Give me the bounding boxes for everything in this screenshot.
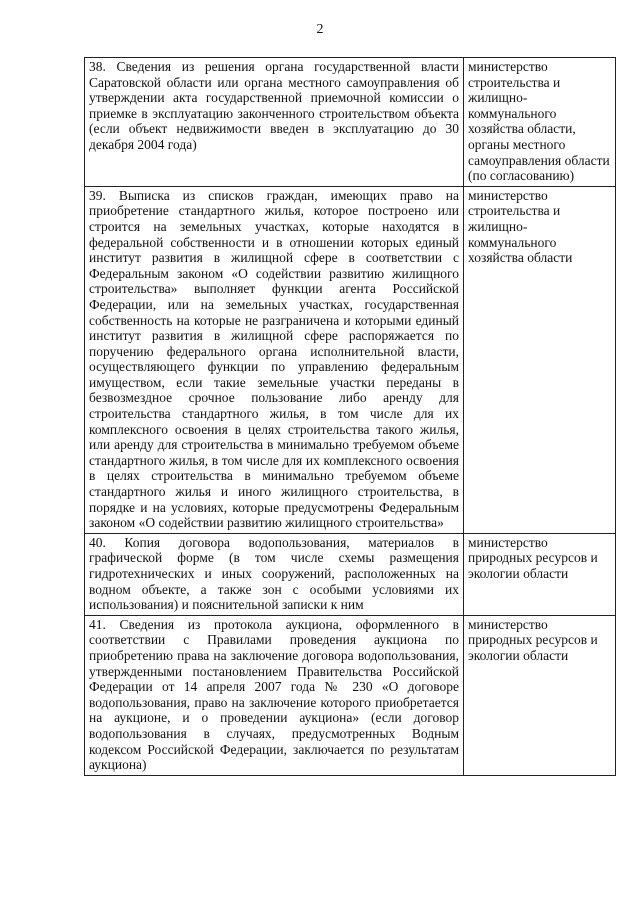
responsible-text: министерство природных ресурсов и экологии области bbox=[468, 616, 598, 663]
responsible-cell bbox=[464, 186, 616, 533]
item-text: 39. Выписка из списков граждан, имеющих право на приобретение стандартного жилья, которое построено или строится на земельных участках, которые находятся в федеральной собственности и в отношении которых единый институт развития в жилищной сфере в соответствии с Федеральным законом «О содействии развитию жилищного строительства» выполняет функции агента Российской Федерации, или на земельных участках, государственная собственность на которые не разграничена и которыми единый институт развития в жилищной сфере распоряжается по поручению федерального органа исполнительной власти, осуществляющего функции по управлению федеральным имуществом, если такие земельные участки переданы в безвозмездное срочное пользование либо аренду для строительства стандартного жилья, в том числе для их комплексного освоения в целях строительства такого жилья, или аренду для строительства в минимально требуемом объеме стандартного жилья, в том числе для их комплексного освоения в целях строительства в минимально требуемом объеме стандартного жилья и иного жилищного строительства, в порядке и на условиях, которые предусмотрены Федеральным законом «О содействии развитию жилищного строительства» bbox=[89, 187, 459, 531]
item-text: 41. Сведения из протокола аукциона, оформленного в соответствии с Правилами проведения аукциона по приобретению права на заключение договора водопользования, утвержденными постановлением Правительства Российской Федерации от 14 апреля 2007 года № 230 «О договоре водопользования, право на заключение которого приобретается на аукционе, и о проведении аукциона» (если договор водопользования в случаях, предусмотренных Водным кодексом Российской Федерации, заключается по результатам аукциона) bbox=[89, 616, 459, 773]
responsible-text: министерство природных ресурсов и экологии области bbox=[468, 534, 598, 581]
table-row bbox=[85, 615, 616, 775]
responsible-text: министерство строительства и жилищно-коммунального хозяйства области, органы местного самоуправления области (по согласованию) bbox=[468, 59, 610, 184]
responsible-cell bbox=[464, 58, 616, 187]
item-cell bbox=[85, 615, 464, 775]
responsible-text: министерство строительства и жилищно-коммунального хозяйства области bbox=[468, 187, 573, 266]
item-cell bbox=[85, 533, 464, 615]
page-number: 2 bbox=[316, 22, 324, 37]
table-row bbox=[85, 58, 616, 187]
responsible-cell bbox=[464, 533, 616, 615]
table-row bbox=[85, 186, 616, 533]
item-cell bbox=[85, 58, 464, 187]
item-cell bbox=[85, 186, 464, 533]
table-row bbox=[85, 533, 616, 615]
responsible-cell bbox=[464, 615, 616, 775]
document-table bbox=[84, 57, 616, 776]
item-text: 38. Сведения из решения органа государственной власти Саратовской области или органа местного самоуправления об утверждении акта государственной приемочной комиссии о приемке в эксплуатацию законченного строительством объекта (если объект недвижимости введен в эксплуатацию до 30 декабря 2004 года) bbox=[89, 59, 459, 152]
item-text: 40. Копия договора водопользования, материалов в графической форме (в том числе схемы размещения гидротехнических и иных сооружений, расположенных на водном объекте, а также зон с особыми условиями их использования) и пояснительной записки к ним bbox=[89, 534, 459, 613]
